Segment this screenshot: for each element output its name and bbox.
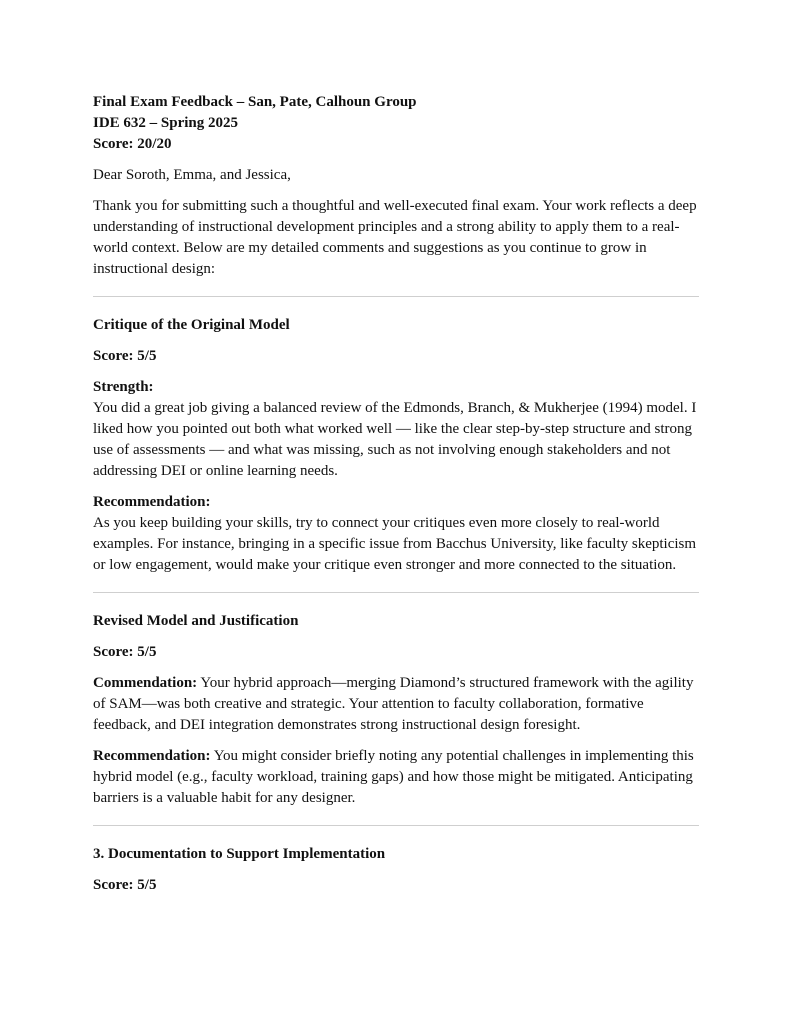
section-title: Revised Model and Justification (93, 613, 299, 629)
course-line: IDE 632 – Spring 2025 (93, 115, 239, 131)
section-title: 3. Documentation to Support Implementation (93, 846, 386, 862)
strength-text: You did a great job giving a balanced review of the Edmonds, Branch, & Mukherjee (1994) model. I liked how you pointed out both what worked well — like the clear step-by-step structure and strong use of assessments — and what was missing, such as not involving enough stakeholders and not addressing DEI or online learning needs. (93, 400, 697, 479)
strength-block (93, 377, 699, 482)
section-divider (93, 825, 699, 826)
section-title: Critique of the Original Model (93, 317, 290, 333)
document-header (93, 92, 699, 155)
recommendation-text: You might consider briefly noting any potential challenges in implementing this hybrid model (e.g., faculty workload, training gaps) and how those might be mitigated. Anticipating barriers is a valuable habit for any designer. (93, 748, 694, 806)
greeting: Dear Soroth, Emma, and Jessica, (93, 167, 291, 183)
section-divider (93, 592, 699, 593)
recommendation-label: Recommendation: (93, 748, 211, 764)
section-documentation (93, 844, 699, 896)
commendation-block (93, 673, 699, 736)
section-critique (93, 315, 699, 576)
total-score: Score: 20/20 (93, 136, 172, 152)
recommendation-block (93, 492, 699, 576)
section-revised-model (93, 611, 699, 809)
document-body (93, 92, 699, 906)
recommendation-block (93, 746, 699, 809)
section-score: Score: 5/5 (93, 877, 157, 893)
document-title: Final Exam Feedback – San, Pate, Calhoun Group (93, 94, 417, 110)
section-divider (93, 296, 699, 297)
intro-paragraph: Thank you for submitting such a thoughtful and well-executed final exam. Your work reflects a deep understanding of instructional development principles and a strong ability to apply them to a real-world context. Below are my detailed comments and suggestions as you continue to grow in instructional design: (93, 198, 697, 277)
recommendation-label: Recommendation: (93, 494, 211, 510)
commendation-label: Commendation: (93, 675, 198, 691)
recommendation-text: As you keep building your skills, try to connect your critiques even more closely to real-world examples. For instance, bringing in a specific issue from Bacchus University, like faculty skepticism or low engagement, would make your critique even stronger and more connected to the situation. (93, 515, 697, 573)
strength-label: Strength: (93, 379, 154, 395)
section-score: Score: 5/5 (93, 644, 157, 660)
commendation-text: Your hybrid approach—merging Diamond’s structured framework with the agility of SAM—was both creative and strategic. Your attention to faculty collaboration, formative feedback, and DEI integration demonstrates strong instructional design foresight. (93, 675, 694, 733)
section-score: Score: 5/5 (93, 348, 157, 364)
